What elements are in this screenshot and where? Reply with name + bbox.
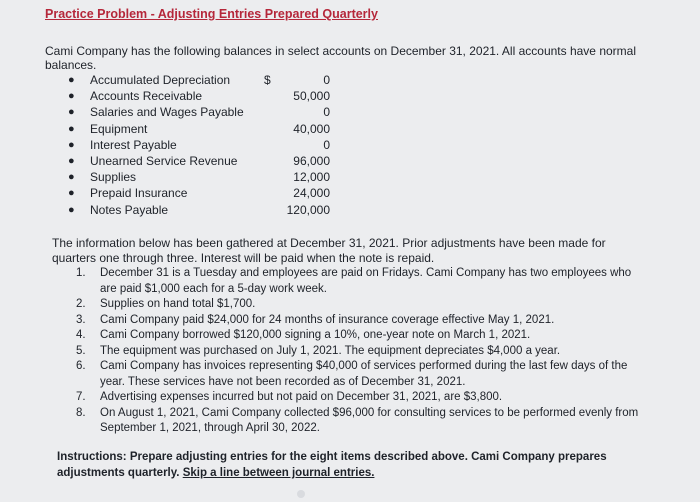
account-balances-list <box>66 72 336 218</box>
bullet-icon: ● <box>68 138 75 151</box>
list-item <box>72 266 642 297</box>
bullet-icon: ● <box>68 122 75 135</box>
item-text: The equipment was purchased on July 1, 2021. The equipment depreciates $4,000 a year. <box>100 344 561 357</box>
account-amount: 0 <box>323 105 330 120</box>
page-title: Practice Problem - Adjusting Entries Prepared Quarterly <box>45 7 378 21</box>
intro-paragraph: Cami Company has the following balances in select accounts on December 31, 2021. All accounts have normal balances. <box>45 44 636 72</box>
list-item <box>66 88 336 104</box>
item-number: 5. <box>76 344 86 357</box>
list-item <box>66 137 336 153</box>
item-text: Supplies on hand total $1,700. <box>100 298 256 310</box>
item-number: 4. <box>76 329 86 341</box>
account-amount: 24,000 <box>293 186 330 201</box>
account-amount: 120,000 <box>286 202 330 217</box>
item-number: 2. <box>76 298 86 310</box>
account-name: Notes Payable <box>90 202 169 217</box>
list-item <box>72 390 642 406</box>
item-number: 1. <box>76 267 86 279</box>
bullet-icon: ● <box>68 90 75 103</box>
item-text: Cami Company borrowed $120,000 signing a 10%, one-year note on March 1, 2021. <box>100 329 531 341</box>
bullet-icon: ● <box>68 74 75 86</box>
item-text: On August 1, 2021, Cami Company collected $96,000 for consulting services to be performed evenly from September 1, 2021, through April 30, 2022. <box>100 406 639 434</box>
instructions-emphasis: Skip a line between journal entries. <box>182 467 375 479</box>
item-text: Advertising expenses incurred but not paid on December 31, 2021, are $3,800. <box>100 391 503 403</box>
item-text: Cami Company paid $24,000 for 24 months of insurance coverage effective May 1, 2021. <box>100 313 555 326</box>
adjustment-items-list <box>72 266 642 437</box>
list-item <box>72 406 642 437</box>
list-item <box>72 297 642 313</box>
instructions-text: Instructions: Prepare adjusting entries for the eight items described above. Cami Company prepares adjustments quarterly. <box>57 451 607 479</box>
item-text: December 31 is a Tuesday and employees are paid on Fridays. Cami Company has two employees who are paid $1,000 each for a 5-day work week. <box>100 267 632 295</box>
bullet-icon: ● <box>68 106 75 119</box>
list-item <box>72 359 642 390</box>
account-name: Supplies <box>90 170 137 185</box>
item-text: Cami Company has invoices representing $40,000 of services performed during the last few days of the year. These services have not been recorded as of December 31, 2021. <box>100 360 628 388</box>
account-amount: 0 <box>323 73 330 87</box>
list-item <box>72 328 642 344</box>
bullet-icon: ● <box>68 154 75 167</box>
list-item <box>66 153 336 169</box>
item-number: 6. <box>76 360 86 372</box>
account-name: Accounts Receivable <box>90 89 203 104</box>
list-item <box>72 313 642 329</box>
bullet-icon: ● <box>68 187 75 200</box>
list-item <box>66 104 336 120</box>
item-number: 3. <box>76 313 86 326</box>
account-name: Accumulated Depreciation <box>90 73 231 87</box>
account-amount: 50,000 <box>293 89 330 104</box>
account-name: Equipment <box>90 121 148 136</box>
account-amount: 96,000 <box>293 153 330 168</box>
list-item <box>72 344 642 360</box>
list-item <box>66 202 336 218</box>
account-name: Prepaid Insurance <box>90 186 188 201</box>
list-item <box>66 185 336 201</box>
account-amount: 0 <box>323 137 330 152</box>
cursor-icon <box>297 490 305 498</box>
bullet-icon: ● <box>68 171 75 184</box>
item-number: 8. <box>76 406 86 419</box>
list-item <box>66 121 336 137</box>
list-item <box>66 169 336 185</box>
info-paragraph: The information below has been gathered at December 31, 2021. Prior adjustments have been made for quarters one through three. Interest will be paid when the note is repaid. <box>52 236 606 265</box>
account-name: Salaries and Wages Payable <box>90 105 244 120</box>
account-name: Unearned Service Revenue <box>90 153 238 168</box>
account-name: Interest Payable <box>90 137 177 152</box>
bullet-icon: ● <box>68 203 75 216</box>
account-amount: 12,000 <box>293 170 330 185</box>
account-amount: 40,000 <box>293 121 330 136</box>
list-item <box>66 72 336 88</box>
item-number: 7. <box>76 391 86 403</box>
currency-symbol: $ <box>264 73 271 87</box>
instructions <box>57 449 637 481</box>
